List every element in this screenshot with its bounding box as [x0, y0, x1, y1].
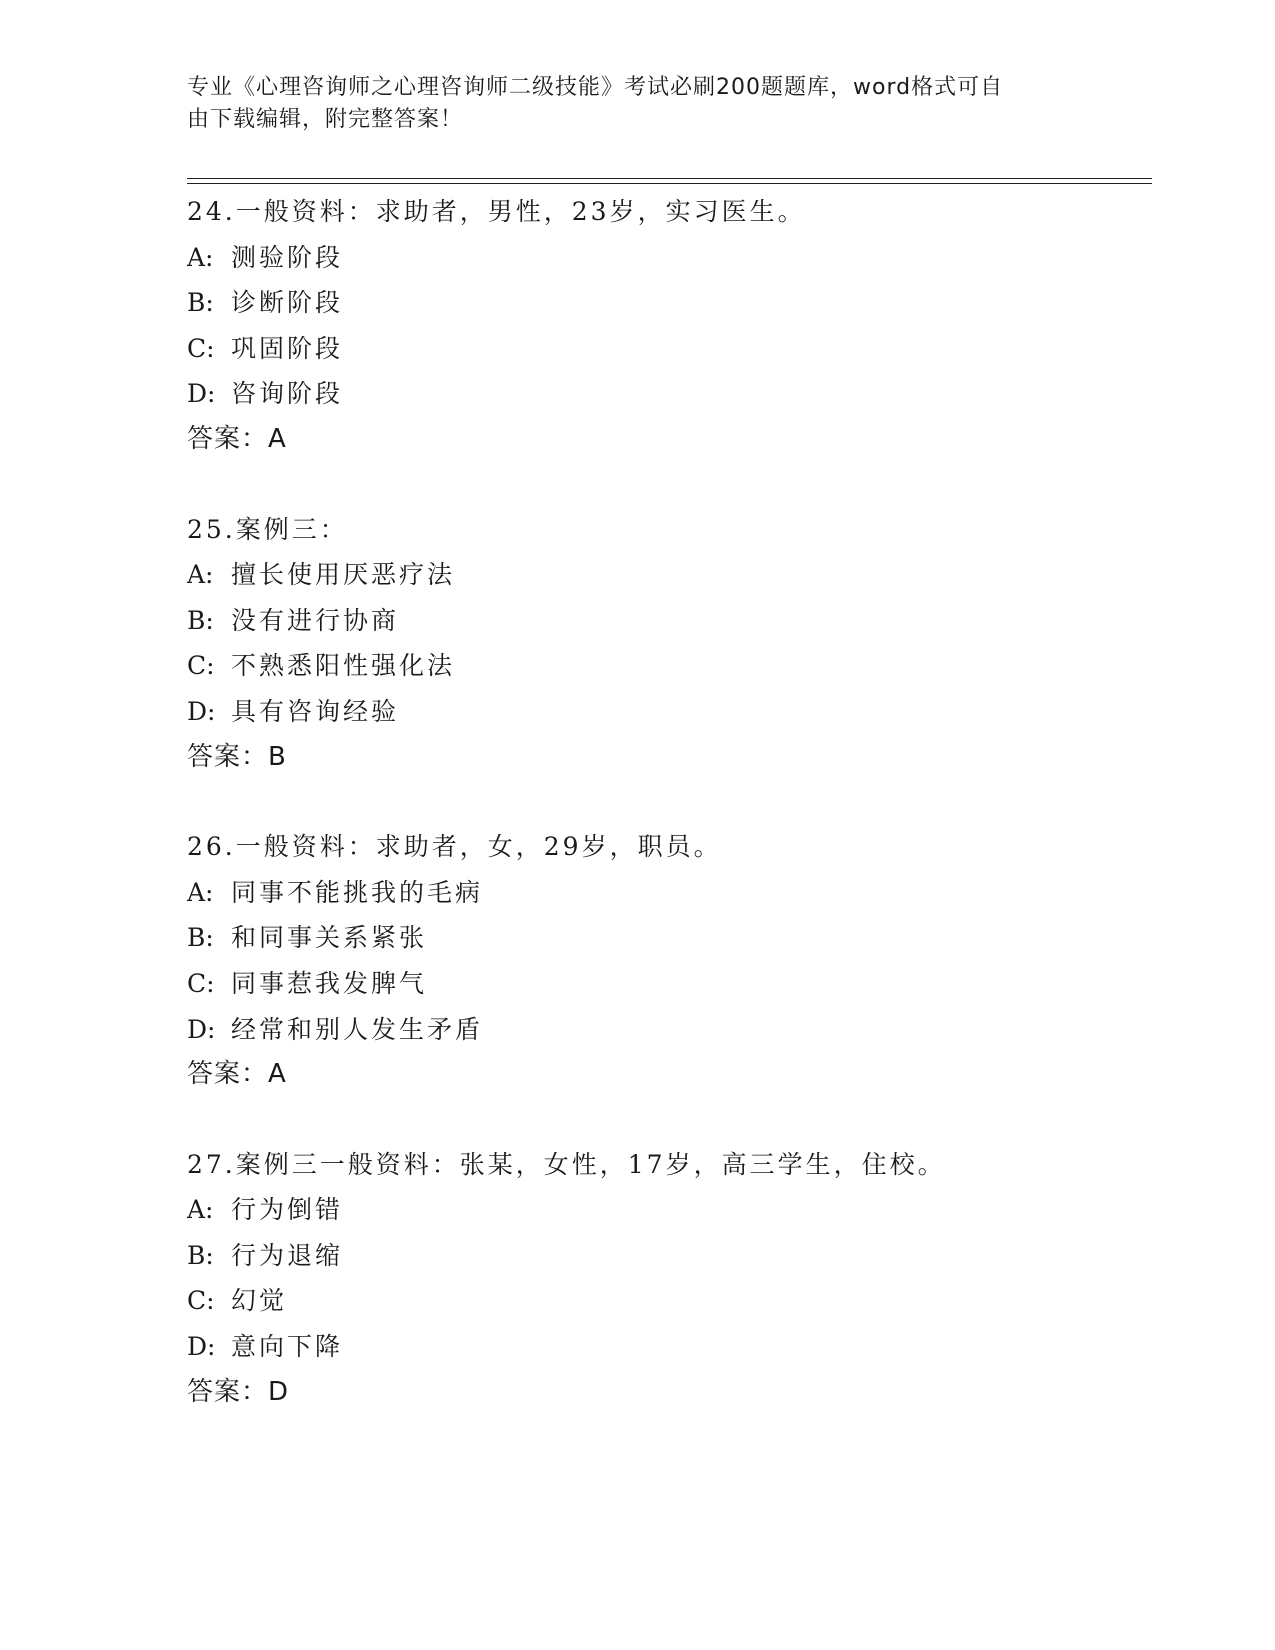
document-header	[187, 72, 1067, 136]
option-letter: A:	[187, 877, 214, 907]
option-d	[187, 1324, 1147, 1370]
header-divider-top	[187, 178, 1152, 179]
option-c	[187, 643, 1147, 689]
question-26	[187, 824, 1147, 1098]
option-text: 行为退缩	[231, 1240, 344, 1270]
option-text: 行为倒错	[231, 1195, 344, 1225]
option-c	[187, 326, 1147, 372]
option-letter: C:	[187, 333, 215, 363]
question-27	[187, 1142, 1147, 1416]
option-text: 经常和别人发生矛盾	[231, 1014, 484, 1044]
option-text: 和同事关系紧张	[231, 923, 428, 953]
option-c	[187, 961, 1147, 1007]
option-text: 测验阶段	[231, 242, 344, 272]
header-divider-bottom	[187, 183, 1152, 184]
option-b	[187, 915, 1147, 961]
option-letter: B:	[187, 605, 214, 635]
option-letter: B:	[187, 1240, 214, 1270]
option-letter: C:	[187, 968, 215, 998]
option-letter: D:	[187, 1332, 216, 1362]
option-a	[187, 552, 1147, 598]
option-letter: C:	[187, 651, 215, 681]
header-line-2: 由下载编辑，附完整答案！	[187, 107, 464, 132]
option-letter: D:	[187, 696, 216, 726]
option-text: 诊断阶段	[231, 288, 344, 318]
option-text: 不熟悉阳性强化法	[231, 651, 456, 681]
option-letter: A:	[187, 242, 214, 272]
option-a	[187, 1187, 1147, 1233]
option-letter: C:	[187, 1286, 215, 1316]
option-d	[187, 1007, 1147, 1053]
option-letter: A:	[187, 560, 214, 590]
answer-line: 答案：D	[187, 1376, 290, 1407]
question-stem: 26.一般资料：求助者，女，29岁，职员。	[187, 832, 722, 862]
option-letter: A:	[187, 1195, 214, 1225]
question-24	[187, 189, 1147, 463]
option-c	[187, 1278, 1147, 1324]
question-25	[187, 507, 1147, 781]
option-text: 幻觉	[231, 1286, 288, 1316]
question-stem: 27.案例三一般资料：张某，女性，17岁，高三学生，住校。	[187, 1149, 946, 1179]
option-d	[187, 371, 1147, 417]
answer-line: 答案：A	[187, 1059, 287, 1090]
option-letter: B:	[187, 923, 214, 953]
option-b	[187, 1233, 1147, 1279]
option-d	[187, 689, 1147, 735]
option-a	[187, 235, 1147, 281]
question-stem: 25.案例三：	[187, 514, 348, 544]
option-text: 同事惹我发脾气	[231, 968, 428, 998]
option-text: 具有咨询经验	[231, 696, 400, 726]
question-list	[187, 189, 1147, 1459]
option-b	[187, 280, 1147, 326]
option-text: 同事不能挑我的毛病	[231, 877, 484, 907]
option-b	[187, 598, 1147, 644]
answer-line: 答案：B	[187, 741, 287, 772]
option-letter: B:	[187, 288, 214, 318]
option-text: 没有进行协商	[231, 605, 400, 635]
option-text: 意向下降	[231, 1332, 344, 1362]
header-line-1: 专业《心理咨询师之心理咨询师二级技能》考试必刷200题题库，word格式可自	[187, 75, 1004, 100]
answer-line: 答案：A	[187, 423, 287, 454]
option-text: 巩固阶段	[231, 333, 344, 363]
option-letter: D:	[187, 1014, 216, 1044]
question-stem: 24.一般资料：求助者，男性，23岁，实习医生。	[187, 197, 806, 226]
option-text: 咨询阶段	[231, 379, 344, 409]
option-letter: D:	[187, 379, 216, 409]
option-text: 擅长使用厌恶疗法	[231, 560, 456, 590]
option-a	[187, 870, 1147, 916]
